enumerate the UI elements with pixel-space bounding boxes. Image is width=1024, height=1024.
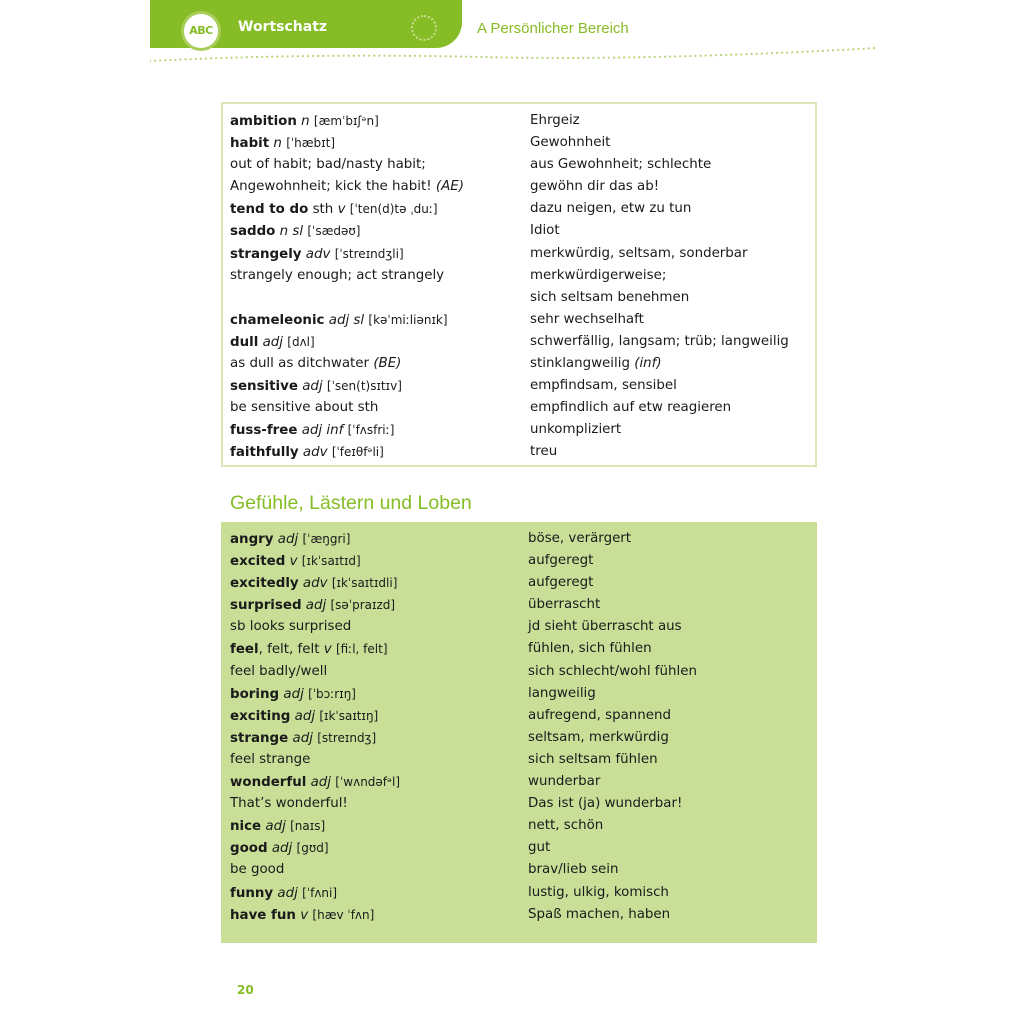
headword: chameleonic <box>230 312 325 328</box>
translation-text: Spaß machen, haben <box>528 906 671 922</box>
table-row <box>221 616 817 638</box>
translation-text: aufregend, spannend <box>528 707 671 723</box>
table-row <box>223 110 815 132</box>
pronunciation: [ɪkˈsaɪtɪd] <box>301 554 361 569</box>
part-of-speech: adj <box>310 775 332 791</box>
table-row <box>221 837 817 859</box>
english-entry <box>230 904 374 927</box>
pronunciation: [ˈhæbɪt] <box>286 136 336 151</box>
headword: nice <box>230 819 262 835</box>
english-entry <box>230 727 376 750</box>
table-row <box>221 749 817 771</box>
english-entry <box>230 859 284 881</box>
pronunciation: [gʊd] <box>296 841 329 856</box>
headword: exciting <box>230 708 291 724</box>
pronunciation: [fiːl, felt] <box>335 642 388 657</box>
translation-text: dazu neigen, etw zu tun <box>530 201 692 217</box>
part-of-speech: adj <box>277 885 298 901</box>
german-translation <box>530 419 621 441</box>
part-of-speech: adv <box>302 576 328 592</box>
part-of-speech: v <box>300 907 309 923</box>
german-translation <box>530 243 748 265</box>
english-entry <box>230 661 327 683</box>
translation-text: jd sieht überrascht aus <box>528 619 682 635</box>
headword: strange <box>230 730 289 746</box>
part-of-speech: adj <box>305 598 327 614</box>
pronunciation: [səˈpraɪzd] <box>330 598 396 613</box>
translation-text: schwerfällig, langsam; trüb; langweilig <box>530 333 789 349</box>
part-of-speech: v <box>337 202 346 218</box>
headword: excited <box>230 554 286 570</box>
german-translation <box>530 287 689 309</box>
headword: dull <box>230 334 259 350</box>
part-of-speech: adj <box>302 379 323 395</box>
table-row <box>223 132 815 154</box>
part-of-speech: n <box>273 136 282 152</box>
german-translation <box>530 353 662 375</box>
table-row <box>223 397 815 419</box>
table-row <box>221 683 817 705</box>
german-translation <box>528 837 550 859</box>
headword: have fun <box>230 907 296 923</box>
translation-text: sehr wechselhaft <box>530 311 644 327</box>
german-translation <box>528 882 669 904</box>
english-entry <box>230 815 325 838</box>
table-row <box>221 528 817 550</box>
table-row <box>223 265 815 287</box>
table-row <box>223 220 815 242</box>
example-phrase: strangely enough; act strangely <box>230 267 445 283</box>
german-translation <box>530 397 731 419</box>
german-translation <box>530 132 610 154</box>
example-phrase: feel strange <box>230 751 311 767</box>
headword: faithfully <box>230 445 299 461</box>
table-row <box>221 572 817 594</box>
example-phrase: out of habit; bad/nasty habit; <box>230 157 426 173</box>
table-row <box>221 771 817 793</box>
translation-text: lustig, ulkig, komisch <box>528 884 669 900</box>
english-entry <box>230 154 426 176</box>
german-translation <box>528 616 682 638</box>
translation-text: Idiot <box>530 223 560 239</box>
translation-text: sich seltsam fühlen <box>528 751 658 767</box>
table-row <box>223 441 815 463</box>
region-label: (AE) <box>435 179 464 195</box>
pronunciation: [ˈstreɪndʒli] <box>334 246 404 261</box>
headword: wonderful <box>230 775 307 791</box>
english-entry <box>230 550 361 573</box>
translation-text: Gewohnheit <box>530 135 611 151</box>
german-translation <box>528 550 593 572</box>
german-translation <box>528 638 652 660</box>
english-entry <box>230 793 348 815</box>
english-entry <box>230 198 438 221</box>
part-of-speech: adj <box>265 819 286 835</box>
headword: surprised <box>230 598 302 614</box>
headword-extra: , felt, felt <box>258 642 320 658</box>
headword: funny <box>230 885 274 901</box>
part-of-speech: adj <box>292 730 313 746</box>
pronunciation: [streɪndʒ] <box>317 730 377 745</box>
translation-text: brav/lieb sein <box>528 862 619 878</box>
english-entry <box>230 375 402 398</box>
table-row <box>223 287 815 309</box>
headword: habit <box>230 136 270 152</box>
translation-text: treu <box>530 444 558 460</box>
german-translation <box>530 154 711 176</box>
english-entry <box>230 397 378 419</box>
table-row <box>221 882 817 904</box>
table-row <box>223 176 815 198</box>
headword: ambition <box>230 114 297 129</box>
table-row <box>221 859 817 881</box>
table-row <box>221 638 817 660</box>
translation-text: Das ist (ja) wunderbar! <box>528 796 683 812</box>
english-entry <box>230 309 448 332</box>
english-entry <box>230 265 444 287</box>
table-row <box>221 727 817 749</box>
part-of-speech: adj <box>262 334 284 350</box>
headword: strangely <box>230 246 302 262</box>
example-phrase: Angewohnheit; kick the habit! <box>230 179 432 195</box>
vocabulary-table-1 <box>221 102 817 467</box>
pronunciation: [ˈsen(t)sɪtɪv] <box>326 379 402 394</box>
headword: angry <box>230 532 274 547</box>
english-entry <box>230 882 337 905</box>
translation-text: nett, schön <box>528 818 604 834</box>
english-entry <box>230 441 384 464</box>
table-row <box>221 705 817 727</box>
english-entry <box>230 749 310 771</box>
translation-text: empfindlich auf etw reagieren <box>530 400 732 416</box>
table-row <box>223 243 815 265</box>
german-translation <box>528 771 600 793</box>
german-translation <box>528 727 669 749</box>
page-number: 20 <box>237 983 254 997</box>
example-phrase: sb looks surprised <box>230 619 352 635</box>
headword-extra: sth <box>312 202 334 218</box>
dotted-divider <box>150 43 876 69</box>
english-entry <box>230 705 378 728</box>
table-row <box>223 154 815 176</box>
section-subheading: Gefühle, Lästern und Loben <box>230 492 472 514</box>
vocabulary-table-2 <box>221 522 817 943</box>
headword: excitedly <box>230 576 299 592</box>
part-of-speech: adv <box>305 246 331 262</box>
german-translation <box>528 749 658 771</box>
german-translation <box>530 375 677 397</box>
dotted-circle-icon <box>411 15 437 41</box>
german-translation <box>528 815 603 837</box>
translation-text: gut <box>528 840 551 856</box>
english-entry <box>230 683 356 706</box>
headword: fuss-free <box>230 423 298 439</box>
german-translation <box>530 220 560 242</box>
pronunciation: [ˈwʌndəfᵊl] <box>335 775 401 790</box>
translation-text: merkwürdigerweise; <box>530 267 667 283</box>
german-translation <box>530 265 666 287</box>
english-entry <box>230 419 394 442</box>
translation-text: seltsam, merkwürdig <box>528 729 669 745</box>
example-phrase: be good <box>230 862 285 878</box>
english-entry <box>230 572 397 595</box>
chapter-title: A Persönlicher Bereich <box>477 20 629 37</box>
headword: good <box>230 841 268 857</box>
headword: sensitive <box>230 379 298 395</box>
table-row <box>223 331 815 353</box>
table-row <box>221 815 817 837</box>
pronunciation: [dʌl] <box>287 334 315 349</box>
pronunciation: [ɪkˈsaɪtɪŋ] <box>319 708 379 723</box>
english-entry <box>230 528 350 551</box>
pronunciation: [ˈfʌni] <box>302 885 338 900</box>
part-of-speech: adj <box>283 686 304 702</box>
part-of-speech: adv <box>302 445 328 461</box>
table-row <box>221 594 817 616</box>
german-translation <box>530 441 557 463</box>
english-entry <box>230 353 401 375</box>
part-of-speech: n sl <box>279 224 304 240</box>
german-translation <box>530 198 691 220</box>
table-row <box>223 419 815 441</box>
english-entry <box>230 837 329 860</box>
translation-text: wunderbar <box>528 774 601 790</box>
translation-text: sich schlecht/wohl fühlen <box>528 663 697 679</box>
translation-text: überrascht <box>528 597 601 613</box>
translation-text: fühlen, sich fühlen <box>528 641 652 657</box>
translation-text: unkompliziert <box>530 422 622 438</box>
pronunciation: [ɪkˈsaɪtɪdli] <box>331 576 398 591</box>
pronunciation: [ˈæŋgri] <box>302 532 351 546</box>
english-entry <box>230 220 360 243</box>
register-label: (inf) <box>634 356 662 372</box>
german-translation <box>528 793 682 815</box>
translation-text: böse, verärgert <box>528 531 632 546</box>
pronunciation: [ˈten(d)tə ˌduː] <box>349 202 438 217</box>
pronunciation: [hæv ˈfʌn] <box>312 907 375 922</box>
example-phrase: That’s wonderful! <box>230 796 348 812</box>
table-row <box>221 550 817 572</box>
translation-text: empfindsam, sensibel <box>530 378 677 394</box>
part-of-speech: adj sl <box>328 312 365 328</box>
english-entry <box>230 243 404 266</box>
pronunciation: [ˈbɔːrɪŋ] <box>308 686 356 701</box>
part-of-speech: adj <box>277 532 299 547</box>
english-entry <box>230 132 335 155</box>
translation-text: aufgeregt <box>528 553 594 569</box>
pronunciation: [naɪs] <box>290 819 326 834</box>
german-translation <box>528 528 631 550</box>
translation-text: gewöhn dir das ab! <box>530 179 660 195</box>
pronunciation: [æmˈbɪʃᵊn] <box>313 114 379 128</box>
german-translation <box>528 572 593 594</box>
headword: tend to do <box>230 202 309 218</box>
table-row <box>221 904 817 926</box>
translation-text: langweilig <box>528 685 596 701</box>
section-tag: Wortschatz <box>238 19 328 35</box>
pronunciation: [ˈfʌsfriː] <box>347 423 395 438</box>
german-translation <box>528 859 619 881</box>
german-translation <box>530 176 659 198</box>
table-row <box>223 375 815 397</box>
english-entry <box>230 110 379 133</box>
translation-text: Ehrgeiz <box>530 113 580 128</box>
german-translation <box>528 661 697 683</box>
headword: saddo <box>230 224 276 240</box>
english-entry <box>230 771 400 794</box>
abc-badge-icon: ABC <box>181 11 221 51</box>
german-translation <box>528 904 670 926</box>
example-phrase: be sensitive about sth <box>230 400 379 416</box>
part-of-speech: v <box>289 554 298 570</box>
german-translation <box>528 683 596 705</box>
english-entry <box>230 638 388 661</box>
translation-text: merkwürdig, seltsam, sonderbar <box>530 245 748 261</box>
table-row <box>221 661 817 683</box>
translation-text: stinklangweilig <box>530 356 630 372</box>
german-translation <box>528 594 600 616</box>
part-of-speech: n <box>301 114 310 129</box>
part-of-speech: adj <box>271 841 293 857</box>
german-translation <box>530 309 644 331</box>
table-row <box>221 793 817 815</box>
english-entry <box>230 331 315 354</box>
table-row <box>223 309 815 331</box>
pronunciation: [ˈfeɪθfᵊli] <box>331 445 384 460</box>
translation-text: aus Gewohnheit; schlechte <box>530 157 712 173</box>
part-of-speech: adj <box>294 708 316 724</box>
english-entry <box>230 176 464 198</box>
region-label: (BE) <box>373 356 402 372</box>
translation-text: sich seltsam benehmen <box>530 289 690 305</box>
part-of-speech: v <box>323 642 332 658</box>
german-translation <box>530 110 580 132</box>
pronunciation: [kəˈmiːliənɪk] <box>368 312 448 327</box>
translation-text: aufgeregt <box>528 575 594 591</box>
example-phrase: feel badly/well <box>230 663 328 679</box>
table-row <box>223 353 815 375</box>
headword: feel <box>230 642 259 658</box>
german-translation <box>528 705 671 727</box>
pronunciation: [ˈsædəʊ] <box>307 224 361 239</box>
headword: boring <box>230 686 280 702</box>
german-translation <box>530 331 789 353</box>
table-row <box>223 198 815 220</box>
example-phrase: as dull as ditchwater <box>230 356 370 372</box>
english-entry <box>230 594 395 617</box>
part-of-speech: adj inf <box>301 423 344 439</box>
english-entry <box>230 616 351 638</box>
